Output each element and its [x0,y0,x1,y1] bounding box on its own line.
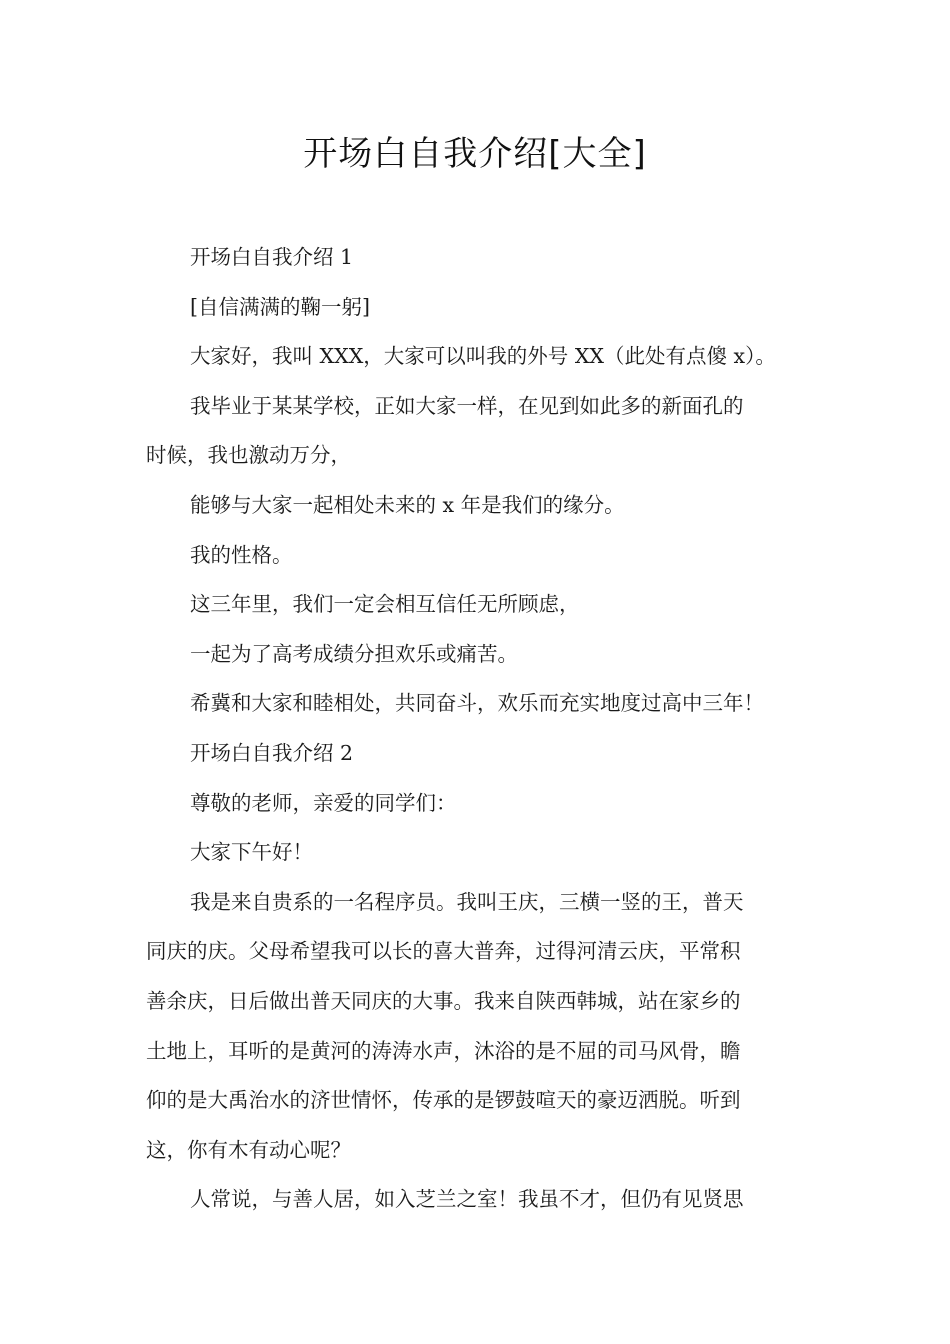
paragraph-line: [自信满满的鞠一躬] [190,294,370,319]
paragraph [146,283,806,333]
paragraph-line: 善余庆，日后做出普天同庆的大事。我来自陕西韩城，站在家乡的 [146,988,741,1013]
paragraph [146,878,806,1176]
paragraph [146,828,806,878]
paragraph-line: 仰的是大禹治水的济世情怀，传承的是锣鼓喧天的豪迈洒脱。听到 [146,1088,741,1113]
paragraph [146,729,806,779]
paragraph-line: 我是来自贵系的一名程序员。我叫王庆，三横一竖的王，普天 [190,889,744,914]
paragraph-line: 一起为了高考成绩分担欢乐或痛苦。 [190,641,518,666]
paragraph-line: 这，你有木有动心呢？ [146,1137,351,1162]
paragraph-line: 人常说，与善人居，如入芝兰之室！我虽不才，但仍有见贤思 [190,1187,744,1212]
paragraph-line: 时候，我也激动万分， [146,443,351,468]
paragraph [146,630,806,680]
paragraph [146,233,806,283]
paragraph-line: 土地上，耳听的是黄河的涛涛水声，沐浴的是不屈的司马风骨，瞻 [146,1038,741,1063]
paragraph [146,1175,806,1225]
paragraph [146,580,806,630]
paragraph-line: 同庆的庆。父母希望我可以长的喜大普奔，过得河清云庆，平常积 [146,939,741,964]
paragraph-line: 大家下午好！ [190,840,313,865]
paragraph-line: 我的性格。 [190,542,293,567]
paragraph [146,779,806,829]
paragraph-line: 这三年里，我们一定会相互信任无所顾虑， [190,592,580,617]
paragraph [146,531,806,581]
paragraph-line: 尊敬的老师，亲爱的同学们： [190,790,457,815]
section-heading-2: 开场白自我介绍 2 [190,740,354,765]
paragraph [146,332,806,382]
paragraph-line: 能够与大家一起相处未来的 x 年是我们的缘分。 [190,492,625,517]
document-title: 开场白自我介绍[大全] [303,134,647,174]
paragraph-line: 我毕业于某某学校，正如大家一样，在见到如此多的新面孔的 [190,393,744,418]
paragraph [146,382,806,481]
document-body [146,233,806,1225]
section-heading-1: 开场白自我介绍 1 [190,245,354,269]
paragraph [146,679,806,729]
paragraph-line: 大家好，我叫 XXX，大家可以叫我的外号 XX（此处有点傻 x）。 [190,344,776,369]
paragraph-line: 希冀和大家和睦相处，共同奋斗，欢乐而充实地度过高中三年！ [190,691,764,716]
paragraph [146,481,806,531]
